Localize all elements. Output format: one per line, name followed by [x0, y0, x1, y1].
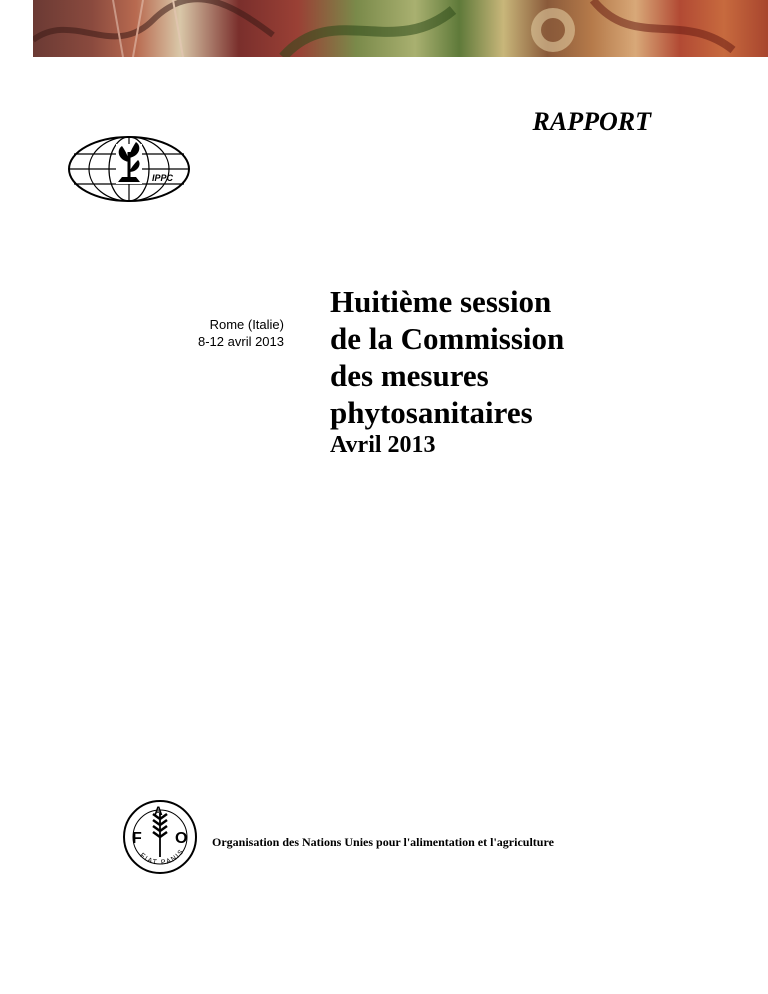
- decorative-banner-image: [33, 0, 768, 57]
- fao-letter-a: A: [154, 804, 163, 818]
- title-line: des mesures: [330, 358, 489, 393]
- fao-letter-f: F: [132, 830, 142, 847]
- fao-motto: FIAT PANIS: [138, 847, 187, 867]
- meeting-location: Rome (Italie): [209, 317, 284, 332]
- svg-text:FIAT PANIS: [138, 848, 186, 867]
- title-line: Huitième session: [330, 284, 552, 319]
- report-label: RAPPORT: [532, 107, 651, 136]
- meeting-dates: 8-12 avril 2013: [198, 334, 284, 349]
- document-title: [330, 283, 620, 431]
- fao-logo: [122, 799, 198, 875]
- ippc-logo-text: IPPC: [152, 173, 174, 183]
- document-date: Avril 2013: [330, 432, 436, 458]
- meeting-info: [198, 316, 284, 350]
- title-line: de la Commission: [330, 321, 565, 356]
- organization-name: Organisation des Nations Unies pour l'alimentation et l'agriculture: [212, 835, 554, 849]
- fao-letter-o: O: [175, 830, 188, 847]
- title-line: phytosanitaires: [330, 395, 533, 430]
- ippc-logo: [66, 134, 192, 204]
